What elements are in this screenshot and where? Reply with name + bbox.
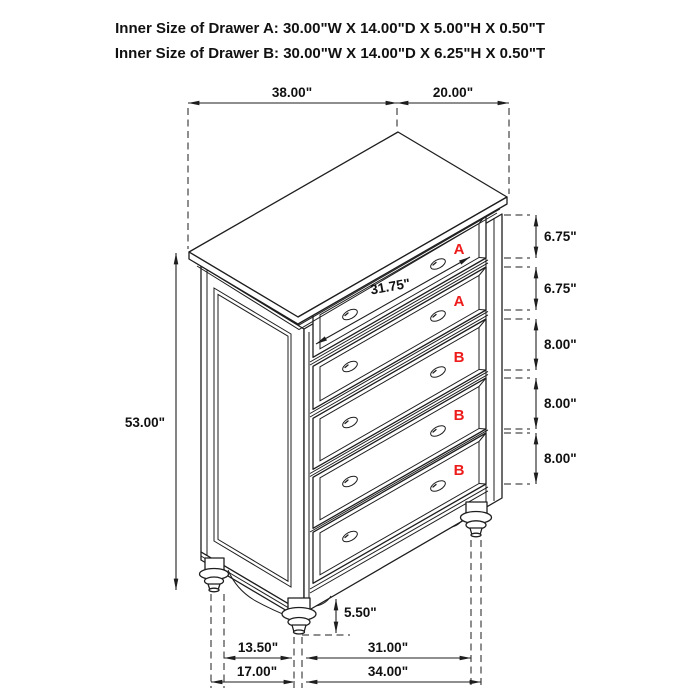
drawer-label-a1: A	[453, 241, 465, 258]
height-label: 53.00"	[124, 415, 165, 430]
drawer-a-inner-size-text: Inner Size of Drawer A: 30.00"W X 14.00"D X 5.00"H X 0.50"T	[115, 20, 545, 37]
leg-height-label: 5.50"	[344, 605, 377, 620]
drawer-label-b2: B	[453, 407, 465, 424]
drawer-height-label-2: 6.75"	[544, 281, 577, 296]
top-width-label: 38.00"	[271, 85, 313, 100]
top-depth-label: 20.00"	[432, 85, 474, 100]
drawer-height-label-1: 6.75"	[544, 229, 577, 244]
drawer-label-b3: B	[453, 462, 465, 479]
chest-drawing	[189, 132, 507, 634]
drawer-b-inner-size-text: Inner Size of Drawer B: 30.00"W X 14.00"D X 6.25"H X 0.50"T	[114, 45, 546, 62]
drawer-height-label-5: 8.00"	[544, 451, 577, 466]
bottom-span-34-label: 34.00"	[367, 664, 409, 679]
bottom-span-31-label: 31.00"	[367, 640, 409, 655]
drawer-label-b1: B	[453, 349, 465, 366]
drawer-height-label-4: 8.00"	[544, 396, 577, 411]
drawer-height-label-3: 8.00"	[544, 337, 577, 352]
header	[115, 20, 545, 62]
leg-back-left	[200, 558, 229, 592]
drawer-face-width-label: 31.75"	[369, 275, 412, 298]
drawer-height-dimensions	[504, 215, 577, 484]
height-dimension	[125, 253, 176, 590]
drawer-label-a2: A	[453, 293, 465, 310]
bottom-span-17-label: 17.00"	[236, 664, 278, 679]
bottom-span-13-label: 13.50"	[237, 640, 279, 655]
